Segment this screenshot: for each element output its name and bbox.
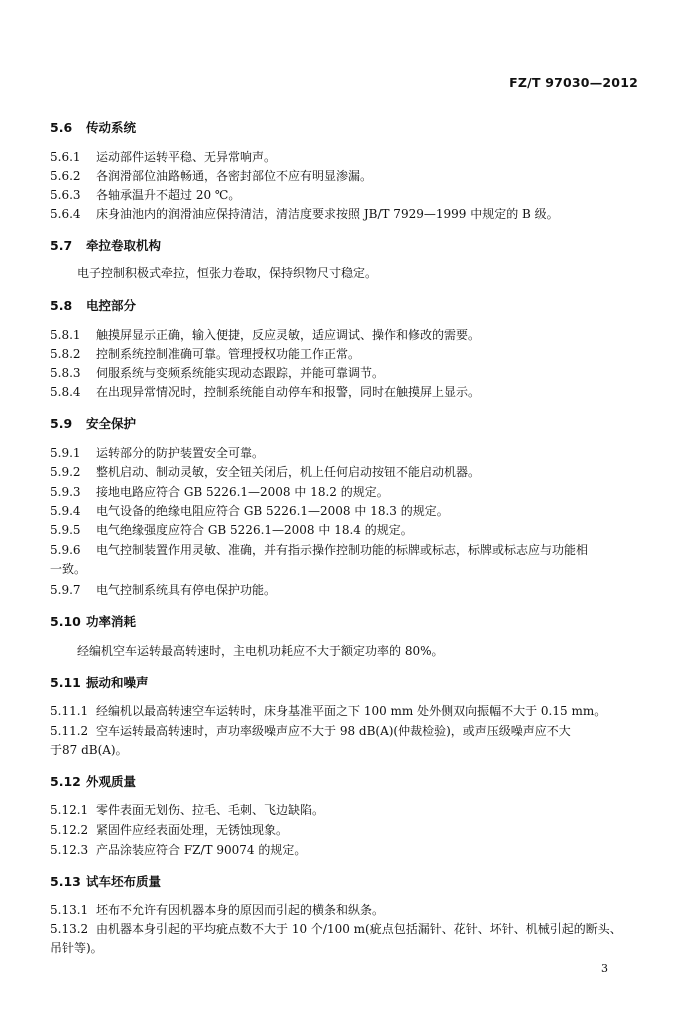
clause-text: 触摸屏显示正确，输入便捷，反应灵敏，适应调试、操作和修改的需要。 (96, 328, 481, 342)
clause-5-11-2 (50, 722, 571, 739)
clause-text: 整机启动、制动灵敏，安全钮关闭后，机上任何启动按钮不能启动机器。 (96, 465, 481, 479)
clause-5-9-7 (50, 581, 276, 598)
clause-5-9-6-continuation: 一致。 (50, 562, 87, 576)
clause-text: 控制系统控制准确可靠。管理授权功能工作正常。 (96, 347, 361, 361)
clause-number: 5.9.6 (50, 543, 81, 557)
page-number: 3 (601, 962, 608, 975)
clause-number: 5.6.2 (50, 169, 81, 183)
clause-5-9-5 (50, 521, 413, 538)
clause-number: 5.6.4 (50, 207, 81, 221)
clause-number: 5.8.1 (50, 328, 81, 342)
clause-number: 5.8.2 (50, 347, 81, 361)
clause-number: 5.9.7 (50, 583, 81, 597)
section-number: 5.12 (50, 774, 81, 789)
clause-text: 床身油池内的润滑油应保持清洁，清洁度要求按照 JB/T 7929—1999 中规定的 B 级。 (96, 207, 559, 221)
section-heading-5-13 (50, 872, 161, 890)
clause-number: 5.12.1 (50, 803, 89, 817)
section-title: 试车坯布质量 (86, 874, 162, 889)
clause-text: 电气绝缘强度应符合 GB 5226.1—2008 中 18.4 的规定。 (96, 523, 413, 537)
clause-number: 5.9.2 (50, 465, 81, 479)
clause-5-6-1 (50, 148, 276, 165)
clause-number: 5.6.1 (50, 150, 81, 164)
clause-text: 运转部分的防护装置安全可靠。 (96, 446, 265, 460)
section-title: 振动和噪声 (86, 675, 149, 690)
section-number: 5.8 (50, 298, 73, 313)
section-heading-5-6 (50, 118, 136, 136)
clause-text: 各轴承温升不超过 20 ℃。 (96, 188, 241, 202)
clause-5-13-2 (50, 920, 622, 937)
section-title: 功率消耗 (86, 614, 137, 629)
clause-5-9-3 (50, 483, 389, 500)
clause-number: 5.9.4 (50, 504, 81, 518)
clause-text: 坯布不允许有因机器本身的原因而引起的横条和纵条。 (96, 903, 385, 917)
clause-number: 5.9.1 (50, 446, 81, 460)
clause-number: 5.11.1 (50, 704, 89, 718)
clause-5-8-3 (50, 364, 384, 381)
clause-number: 5.12.2 (50, 823, 89, 837)
section-title: 传动系统 (86, 120, 137, 135)
clause-5-11-1 (50, 702, 606, 719)
clause-text: 经编机以最高转速空车运转时，床身基准平面之下 100 mm 处外侧双向振幅不大于 0.15 mm。 (96, 704, 607, 718)
section-number: 5.11 (50, 675, 81, 690)
section-number: 5.6 (50, 120, 73, 135)
clause-5-9-4 (50, 502, 449, 519)
section-heading-5-7 (50, 236, 161, 254)
section-number: 5.13 (50, 874, 81, 889)
clause-5-8-1 (50, 326, 480, 343)
section-number: 5.10 (50, 614, 81, 629)
clause-text: 电气设备的绝缘电阻应符合 GB 5226.1—2008 中 18.3 的规定。 (96, 504, 449, 518)
clause-text: 电气控制装置作用灵敏、准确，并有指示操作控制功能的标牌或标志，标牌或标志应与功能相 (96, 543, 589, 557)
section-title: 电控部分 (86, 298, 137, 313)
section-title: 安全保护 (86, 416, 137, 431)
clause-number: 5.13.2 (50, 922, 89, 936)
clause-number: 5.9.5 (50, 523, 81, 537)
clause-text: 由机器本身引起的平均疵点数不大于 10 个/100 m(疵点包括漏针、花针、坏针、机械引起的断头、 (96, 922, 622, 936)
section-heading-5-8 (50, 296, 136, 314)
clause-5-6-4 (50, 205, 559, 222)
clause-number: 5.9.3 (50, 485, 81, 499)
paragraph-5-10: 经编机空车运转最高转速时，主电机功耗应不大于额定功率的 80%。 (77, 644, 444, 658)
clause-number: 5.12.3 (50, 843, 89, 857)
standard-code: FZ/T 97030—2012 (509, 75, 638, 90)
clause-text: 运动部件运转平稳、无异常响声。 (96, 150, 277, 164)
clause-text: 产品涂装应符合 FZ/T 90074 的规定。 (96, 843, 307, 857)
section-heading-5-9 (50, 414, 136, 432)
section-heading-5-11 (50, 673, 149, 691)
clause-text: 接地电路应符合 GB 5226.1—2008 中 18.2 的规定。 (96, 485, 389, 499)
section-title: 牵拉卷取机构 (86, 238, 162, 253)
clause-text: 在出现异常情况时，控制系统能自动停车和报警，同时在触摸屏上显示。 (96, 385, 481, 399)
clause-5-8-2 (50, 345, 360, 362)
clause-number: 5.13.1 (50, 903, 89, 917)
clause-text: 电气控制系统具有停电保护功能。 (96, 583, 277, 597)
clause-5-6-2 (50, 167, 372, 184)
clause-text: 伺服系统与变频系统能实现动态跟踪，并能可靠调节。 (96, 366, 385, 380)
clause-5-6-3 (50, 186, 240, 203)
clause-text: 空车运转最高转速时，声功率级噪声应不大于 98 dB(A)(仲裁检验)，或声压级噪声应不大 (96, 724, 571, 738)
clause-5-12-1 (50, 801, 324, 818)
section-title: 外观质量 (86, 774, 137, 789)
clause-number: 5.8.4 (50, 385, 81, 399)
clause-5-9-6 (50, 541, 588, 558)
clause-5-13-2-continuation: 吊针等)。 (50, 941, 103, 955)
clause-5-9-1 (50, 444, 264, 461)
section-heading-5-10 (50, 612, 136, 630)
clause-5-12-3 (50, 841, 306, 858)
clause-number: 5.11.2 (50, 724, 89, 738)
clause-number: 5.6.3 (50, 188, 81, 202)
clause-5-11-2-continuation: 于87 dB(A)。 (50, 743, 128, 757)
clause-5-12-2 (50, 821, 288, 838)
clause-5-13-1 (50, 901, 384, 918)
section-heading-5-12 (50, 772, 136, 790)
clause-number: 5.8.3 (50, 366, 81, 380)
section-number: 5.7 (50, 238, 73, 253)
section-number: 5.9 (50, 416, 73, 431)
clause-5-9-2 (50, 463, 480, 480)
clause-text: 各润滑部位油路畅通，各密封部位不应有明显渗漏。 (96, 169, 373, 183)
clause-text: 零件表面无划伤、拉毛、毛刺、飞边缺陷。 (96, 803, 325, 817)
clause-5-8-4 (50, 383, 480, 400)
clause-text: 紧固件应经表面处理，无锈蚀现象。 (96, 823, 289, 837)
paragraph-5-7: 电子控制积极式牵拉，恒张力卷取，保持织物尺寸稳定。 (77, 266, 378, 280)
